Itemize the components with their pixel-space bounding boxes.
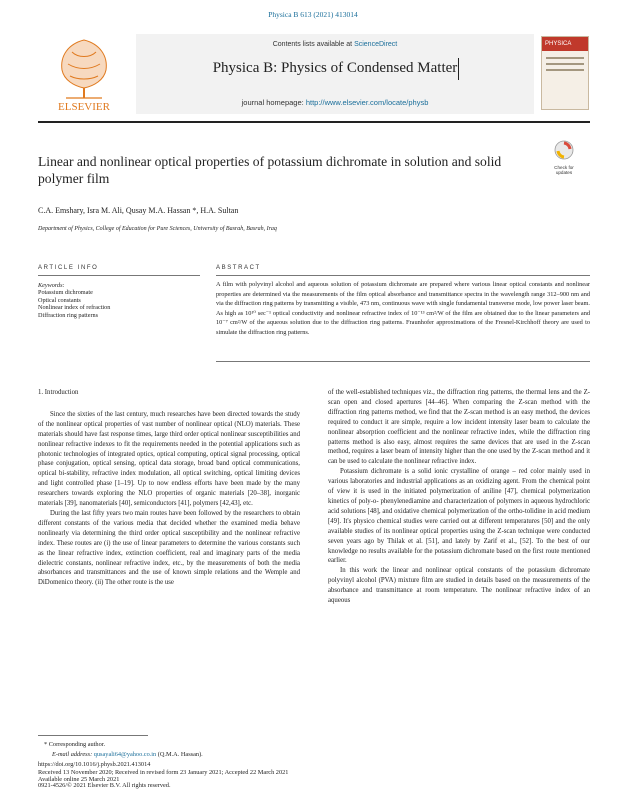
text-cursor — [458, 58, 459, 80]
homepage-line: journal homepage: http://www.elsevier.com/locate/physb — [241, 98, 429, 107]
right-column — [328, 388, 590, 606]
sciencedirect-link[interactable]: ScienceDirect — [354, 41, 398, 48]
abstract-rule — [216, 275, 590, 276]
check-updates-icon — [554, 140, 574, 160]
check-updates-label: Check for updates — [554, 165, 574, 175]
check-for-updates-button[interactable] — [548, 140, 580, 174]
email-link[interactable]: qusayali64@yahoo.co.in — [93, 751, 157, 758]
keyword-item[interactable]: Optical constants — [38, 296, 81, 304]
online-date: Available online 25 March 2021 — [38, 776, 120, 783]
publisher-wordmark: ELSEVIER — [58, 101, 110, 113]
doi-link[interactable]: https://doi.org/10.1016/j.physb.2021.413014 — [38, 761, 151, 768]
left-column — [38, 388, 300, 588]
cover-title: PHYSICA — [542, 37, 588, 51]
keyword-item[interactable]: Nonlinear index of refraction — [38, 304, 111, 312]
keyword-item[interactable]: Diffraction ring patterns — [38, 311, 99, 319]
paragraph: In this work the linear and nonlinear optical constants of the potassium dichromate polyvinyl alcohol (PVA) mixture film are studied in details based on the measurements of the absorbance and transmittance at room temperature. The nonlinear refractive index of an aqueous — [328, 567, 590, 605]
contents-line: Contents lists available at ScienceDirect — [272, 41, 398, 48]
header-rule — [38, 121, 590, 123]
paragraph: Since the sixties of the last century, much researches have been directed towards the study of the nonlinear optical properties of vast number of nonlinear optical (NLO) materials. These materials should have fast response times, large third order optical nonlinear susceptibilities and nonlinear refractive indexes to fit the requirements needed in the potential applications such as photonic technologies of integrated optics, optical computing, optical signal processing, optical phase conjugation, optical sensing, optical data storage, broad band optical communications, optical bi-stability, refractive index modulation, all optical switching, optical limiting devices and light controlled phase [1–19]. Up to now endless efforts have been made by the many researchers towards exploring the NLO properties of organic materials [20–38], inorganic materials [39], nanomaterials [40], semiconductors [41], polymers [42,43], etc. — [38, 410, 300, 508]
keywords-block — [38, 282, 198, 319]
keyword-item[interactable]: Potassium dichromate — [38, 289, 93, 297]
received-dates: Received 13 November 2020; Received in revised form 23 January 2021; Accepted 22 March 2021 — [38, 769, 289, 776]
paragraph: of the well-established techniques viz., the diffraction ring patterns, the thermal lens and the Z-scan open and closed apertures [44–46]. When comparing the Z-scan method with the diffraction ring patterns method, we find that the Z-scan method is an easy method, the devices required to conduct it are simple, require a low incident intensity laser beam to calculate the nonlinear absorption coefficient and the nonlinear refractive index, while the diffraction ring patterns method is also easy, almost requires the same devices that are used in the Z-scan method, requires a laser beam of intensity higher than the one used by the Z-scan method and it can be used to calculate the nonlinear refractive index. — [328, 389, 590, 466]
journal-cover-thumbnail — [541, 36, 589, 110]
affiliation: Department of Physics, College of Education for Pure Sciences, University of Basrah, Basrah, Iraq — [38, 226, 277, 232]
abstract-heading: ABSTRACT — [216, 265, 261, 271]
citation-line[interactable]: Physica B 613 (2021) 413014 — [268, 10, 358, 19]
article-title: Linear and nonlinear optical properties of potassium dichromate in solution and solid polymer film — [38, 154, 502, 186]
section-heading-introduction: 1. Introduction — [38, 389, 79, 396]
paragraph: During the last fifty years two main routes have been followed by the researchers to obtain different constants of the various media that decided whether the examined media behave nonlinearly via determining the third order optical susceptibility and the nonlinear refractive index. These routes are (i) the use of linear parameters to determine the various constants such as the linear refractive index, extinction coefficient, real and imaginary parts of the media dielectric constants, nonlinear refractive index, etc., by the measurements of both the media absorbances and transmittances and the use of known simple relations and the Wemple and DiDomenico theory. (ii) The other route is the use — [38, 509, 300, 587]
homepage-link[interactable]: http://www.elsevier.com/locate/physb — [305, 98, 429, 107]
abstract-text: A film with polyvinyl alcohol and aqueous solution of potassium dichromate are prepared where various linear optical constants and nonlinear properties are determined via the measurements of the film optical absorbance and transmittance spectra in the wavelength range 312–900 nm and via the diffraction ring patterns by transmitting a visible, 473 nm, continuous wave with single fundamental transverse mode, low power laser beam. As high as 10¹⁰ sec⁻¹ optical conductivity and nonlinear refractive index of 10⁻¹³ cm²/W of the film are obtained due to the linear parameters and 10⁻⁷ cm²/W of the aqueous solution due to the diffraction ring patterns. Fraunhofer approximations of the Fresnel-Kirchhoff theory are used to simulate the diffraction ring patterns. — [216, 281, 590, 336]
keywords-label: Keywords: — [38, 282, 65, 289]
article-info-rule — [38, 275, 200, 276]
article-info-heading: ARTICLE INFO — [38, 265, 99, 271]
author-list[interactable]: C.A. Emshary, Isra M. Ali, Qusay M.A. Hassan *, H.A. Sultan — [38, 206, 239, 215]
elsevier-logo — [38, 34, 130, 114]
journal-title: Physica B: Physics of Condensed Matter — [212, 60, 458, 76]
paragraph: Potassium dichromate is a solid ionic crystalline of orange – red color mainly used in various laboratories and industrial applications as an oxidizing agent. From the chemical point of view it is used in the initiated polymerization of aniline [47], chemical polymerization kinetics of poly-o- phenylenediamine and characterization of polymers in aqueous hydrochloric acid solutions [48], and oxidative chemical polymerization of the ortho-tolidine in acid medium [49]. It's physico chemical studies were carried out at different temperatures [50] and the only available studies of its nonlinear optical properties using the Z-scan technique were conducted seven years ago by Thilak et al. [51], and lately by Zarif et al., [52]. To the best of our knowledge no results available for the potassium dichromate based on the first route mentioned earlier. — [328, 468, 590, 565]
copyright: 0921-4526/© 2021 Elsevier B.V. All rights reserved. — [38, 782, 171, 789]
footnote-rule — [38, 735, 148, 736]
email-line: E-mail address: qusayali64@yahoo.co.in (Q.M.A. Hassan). — [52, 751, 203, 758]
abstract-bottom-rule — [216, 361, 590, 362]
corresponding-note: * Corresponding author. — [44, 741, 106, 748]
